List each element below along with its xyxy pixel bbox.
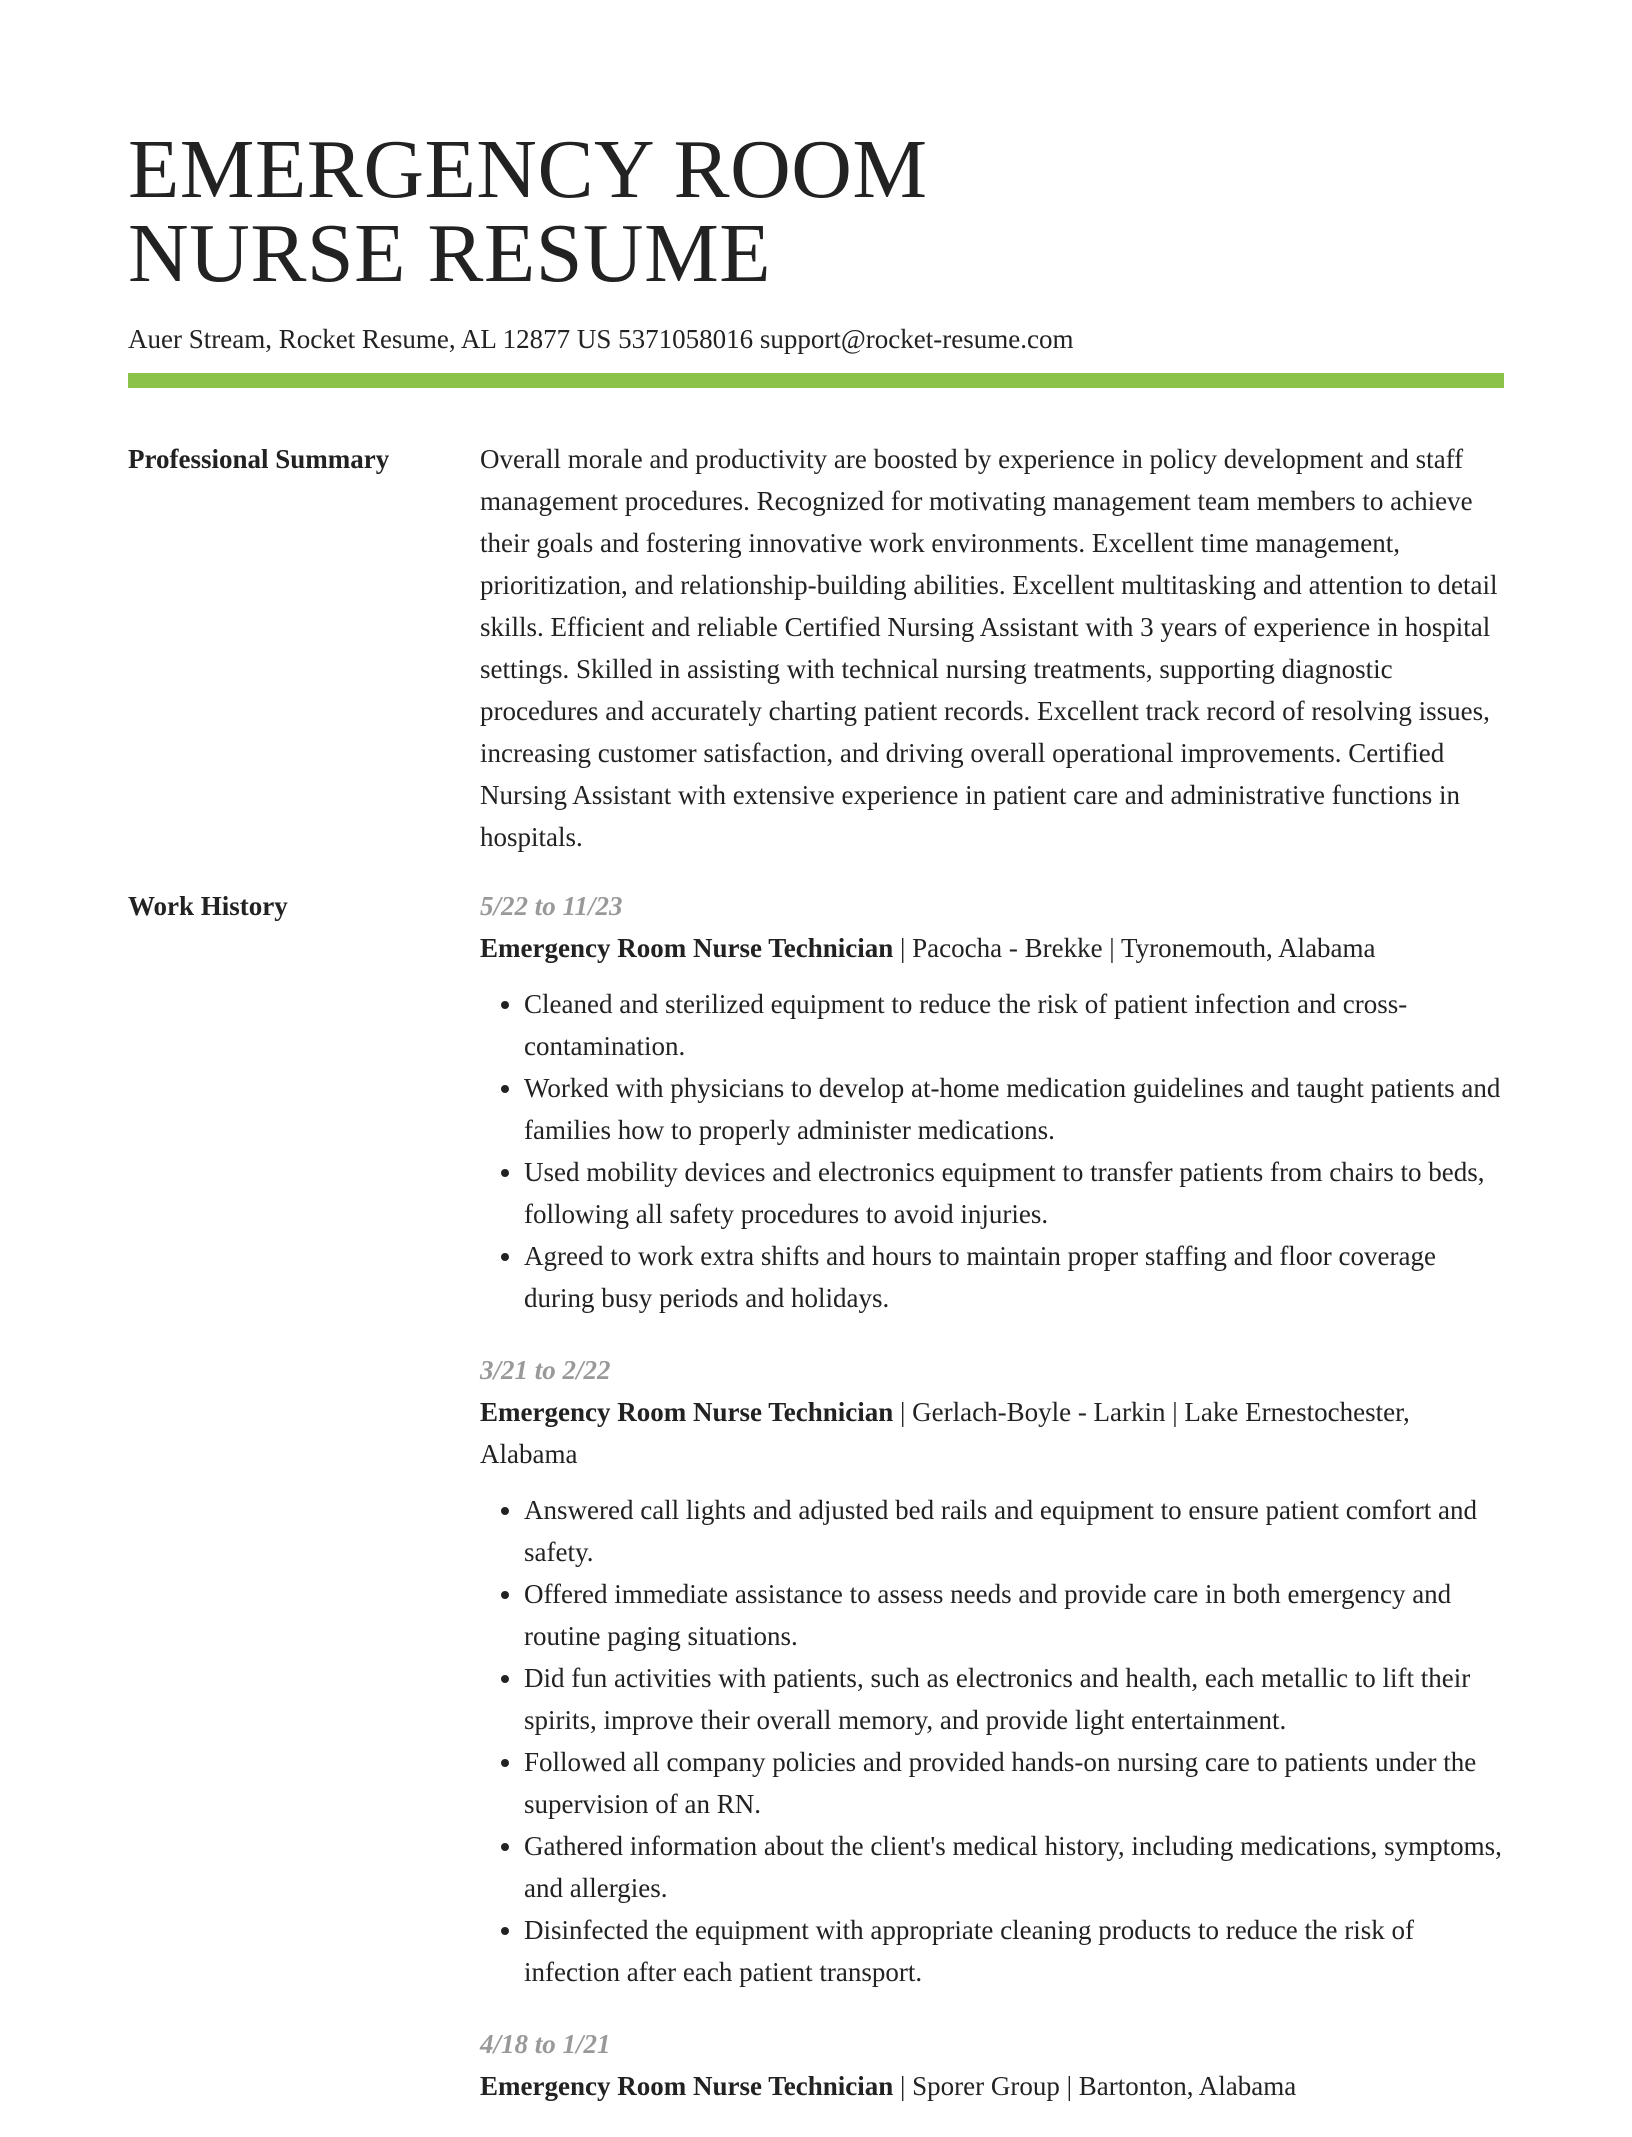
job-bullet: • Disinfected the equipment with appropriate cleaning products to reduce the risk of infection after each patient transport. <box>524 1909 1504 1993</box>
job-date: 5/22 to 11/23 <box>480 891 623 921</box>
summary-body <box>480 438 1504 858</box>
job-bullet-list <box>480 1489 1504 1993</box>
job-details: | Gerlach-Boyle - Larkin | Lake Ernestochester, Alabama <box>480 1397 1410 1469</box>
job-heading <box>480 927 1504 969</box>
job-title: Emergency Room Nurse Technician <box>480 933 894 963</box>
job-date: 3/21 to 2/22 <box>480 1355 611 1385</box>
job-entry <box>480 885 1504 1319</box>
job-entry <box>480 2023 1504 2107</box>
header-divider <box>128 373 1504 388</box>
section-label-work-history: Work History <box>128 891 288 921</box>
resume-page <box>128 0 1504 2137</box>
job-title: Emergency Room Nurse Technician <box>480 1397 894 1427</box>
work-history-body <box>480 885 1504 2137</box>
resume-title-line-1: EMERGENCY ROOM <box>128 123 928 216</box>
job-heading <box>480 1391 1504 1475</box>
job-bullet: • Answered call lights and adjusted bed rails and equipment to ensure patient comfort and safety. <box>524 1489 1504 1573</box>
job-bullet: • Used mobility devices and electronics equipment to transfer patients from chairs to beds, following all safety procedures to avoid injuries. <box>524 1151 1504 1235</box>
resume-title-line-2: NURSE RESUME <box>128 207 772 300</box>
job-bullet: • Worked with physicians to develop at-home medication guidelines and taught patients and families how to properly administer medications. <box>524 1067 1504 1151</box>
job-details: | Pacocha - Brekke | Tyronemouth, Alabama <box>893 933 1376 963</box>
job-bullet: • Followed all company policies and provided hands-on nursing care to patients under the supervision of an RN. <box>524 1741 1504 1825</box>
professional-summary-section <box>128 438 1504 858</box>
contact-info: Auer Stream, Rocket Resume, AL 12877 US 5371058016 support@rocket-resume.com <box>128 324 1074 354</box>
job-bullet: • Agreed to work extra shifts and hours to maintain proper staffing and floor coverage during busy periods and holidays. <box>524 1235 1504 1319</box>
job-bullet-list <box>480 983 1504 1319</box>
job-bullet: • Gathered information about the client's medical history, including medications, symptoms, and allergies. <box>524 1825 1504 1909</box>
resume-title <box>128 0 1504 300</box>
job-bullet: • Offered immediate assistance to assess needs and provide care in both emergency and routine paging situations. <box>524 1573 1504 1657</box>
job-date: 4/18 to 1/21 <box>480 2029 611 2059</box>
job-bullet: • Did fun activities with patients, such as electronics and health, each metallic to lift their spirits, improve their overall memory, and provide light entertainment. <box>524 1657 1504 1741</box>
section-label-summary: Professional Summary <box>128 444 390 474</box>
job-entry <box>480 1349 1504 1993</box>
job-bullet: • Cleaned and sterilized equipment to reduce the risk of patient infection and cross-contamination. <box>524 983 1504 1067</box>
job-details: | Sporer Group | Bartonton, Alabama <box>893 2071 1297 2101</box>
work-history-section <box>128 885 1504 2137</box>
summary-text: Overall morale and productivity are boosted by experience in policy development and staff management procedures. Recognized for motivating management team members to achieve their goals and fostering innovative work environments. Excellent time management, prioritization, and relationship-building abilities. Excellent multitasking and attention to detail skills. Efficient and reliable Certified Nursing Assistant with 3 years of experience in hospital settings. Skilled in assisting with technical nursing treatments, supporting diagnostic procedures and accurately charting patient records. Excellent track record of resolving issues, increasing customer satisfaction, and driving overall operational improvements. Certified Nursing Assistant with extensive experience in patient care and administrative functions in hospitals. <box>480 444 1498 852</box>
job-title: Emergency Room Nurse Technician <box>480 2071 894 2101</box>
job-heading <box>480 2065 1504 2107</box>
